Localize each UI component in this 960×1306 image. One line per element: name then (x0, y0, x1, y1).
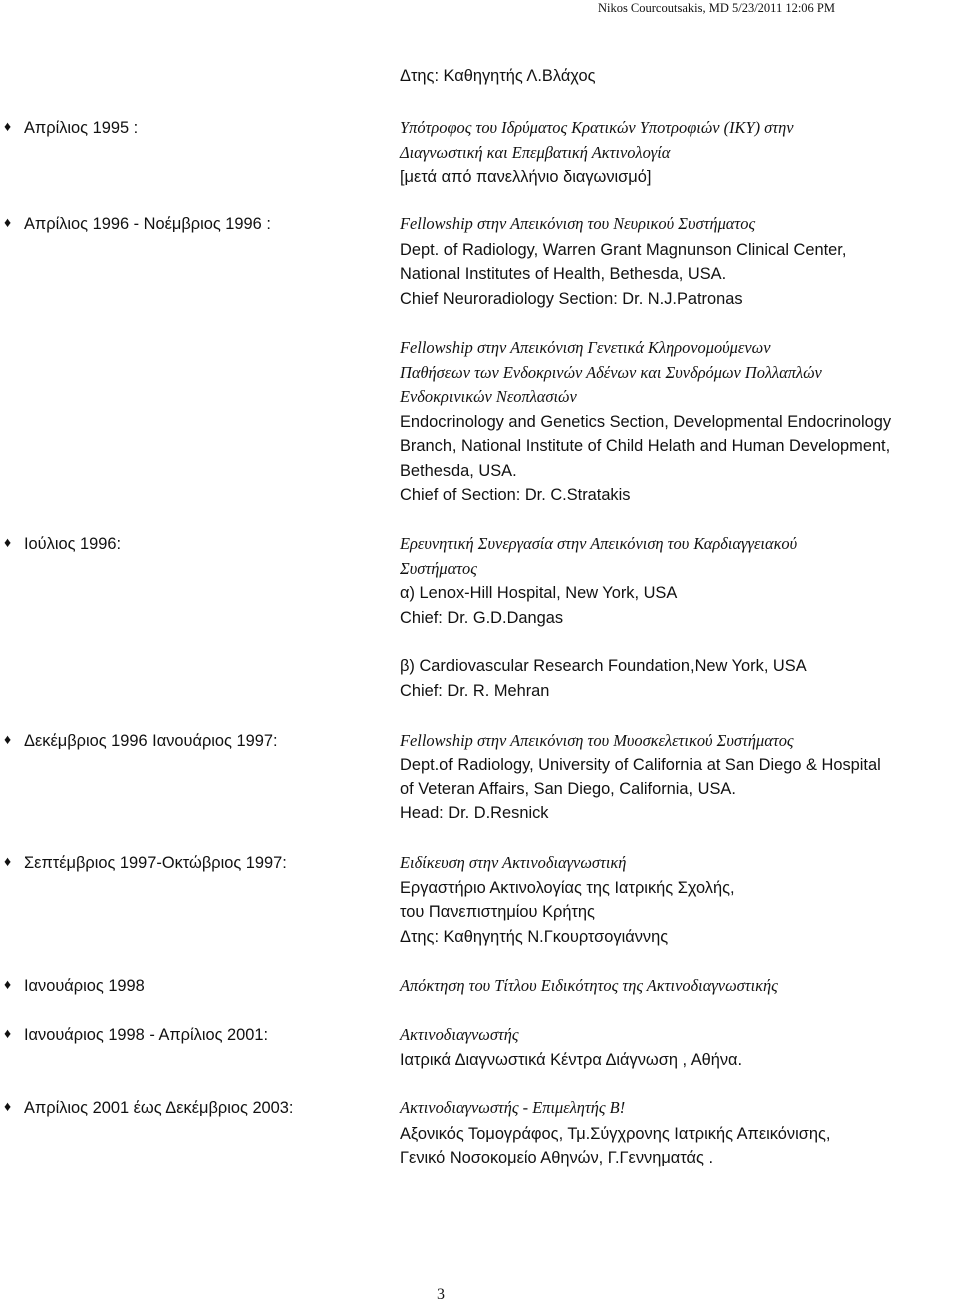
author-stamp: Nikos Courcoutsakis, MD 5/23/2011 12:06 PM (597, 1, 835, 15)
entry-line: Γενικό Νοσοκομείο Αθηνών, Γ.Γεννηματάς . (400, 1149, 714, 1167)
entry-date: Ιούλιος 1996: (24, 535, 122, 553)
page-number: 3 (437, 1286, 445, 1303)
entry-date: Δεκέμβριος 1996 Ιανουάριος 1997: (24, 732, 278, 750)
diamond-bullet-icon: ♦ (4, 978, 12, 993)
entry-date: Σεπτέμβριος 1997-Οκτώβριος 1997: (24, 854, 287, 872)
entry-line: Υπότροφος του Ιδρύματος Κρατικών Υποτροφιών (ΙΚΥ) στην (400, 118, 794, 137)
diamond-bullet-icon: ♦ (4, 216, 12, 231)
entry-line: Ακτινοδιαγνωστής (400, 1025, 519, 1044)
entry-line: Dept.of Radiology, University of California at San Diego & Hospital (400, 756, 881, 774)
entry-line: Bethesda, USA. (400, 462, 517, 480)
entry-line: Chief: Dr. G.D.Dangas (400, 609, 564, 627)
entry-line: β) Cardiovascular Research Foundation,New York, USA (400, 657, 807, 675)
diamond-bullet-icon: ♦ (4, 120, 12, 135)
entry-line: Ειδίκευση στην Ακτινοδιαγνωστική (400, 853, 627, 872)
entry-line: Branch, National Institute of Child Helath and Human Development, (400, 437, 891, 455)
entry-line: Chief of Section: Dr. C.Stratakis (400, 486, 631, 504)
entry-line: α) Lenox-Hill Hospital, New York, USA (400, 584, 678, 602)
entry-line: Endocrinology and Genetics Section, Developmental Endocrinology (400, 413, 892, 431)
entry-line: Ερευνητική Συνεργασία στην Απεικόνιση του Καρδιαγγειακού (400, 534, 798, 553)
entry-line: Συστήματος (400, 559, 477, 578)
entry-date: Ιανουάριος 1998 - Απρίλιος 2001: (24, 1026, 269, 1044)
entry-line: Fellowship στην Απεικόνιση του Μυοσκελετικού Συστήματος (400, 731, 794, 750)
entry-line: Ενδοκρινικών Νεοπλασιών (400, 387, 577, 406)
entry-line: Εργαστήριο Ακτινολογίας της Ιατρικής Σχολής, (400, 879, 735, 897)
entry-date: Απρίλιος 1995 : (24, 119, 139, 137)
diamond-bullet-icon: ♦ (4, 1027, 12, 1042)
entry-line: Αξονικός Τομογράφος, Τμ.Σύγχρονης Ιατρικής Απεικόνισης, (400, 1125, 831, 1143)
supervisor-line: Δτης: Καθηγητής Λ.Βλάχος (400, 67, 596, 85)
entry-line: Chief Neuroradiology Section: Dr. N.J.Patronas (400, 290, 743, 308)
entry-line: Chief: Dr. R. Mehran (400, 682, 550, 700)
entry-line: Fellowship στην Απεικόνιση Γενετικά Κληρονομούμενων (400, 338, 771, 357)
entry-date: Ιανουάριος 1998 (24, 977, 145, 995)
entry-line: [μετά από πανελλήνιο διαγωνισμό] (400, 168, 652, 186)
entry-line: Απόκτηση του Τίτλου Ειδικότητος της Ακτινοδιαγνωστικής (400, 976, 778, 995)
entry-line: του Πανεπιστημίου Κρήτης (400, 903, 595, 921)
entry-date: Απρίλιος 1996 - Νοέμβριος 1996 : (24, 215, 271, 233)
entry-line: Παθήσεων των Ενδοκρινών Αδένων και Συνδρόμων Πολλαπλών (400, 363, 822, 382)
entry-line: Ιατρικά Διαγνωστικά Κέντρα Διάγνωση , Αθήνα. (400, 1051, 743, 1069)
diamond-bullet-icon: ♦ (4, 733, 12, 748)
diamond-bullet-icon: ♦ (4, 536, 12, 551)
diamond-bullet-icon: ♦ (4, 1100, 12, 1115)
diamond-bullet-icon: ♦ (4, 855, 12, 870)
entry-line: Ακτινοδιαγνωστής - Επιμελητής Β! (400, 1098, 626, 1117)
entry-line: National Institutes of Health, Bethesda, USA. (400, 265, 727, 283)
entry-line: Διαγνωστική και Επεμβατική Ακτινολογία (400, 143, 671, 162)
entry-line: Dept. of Radiology, Warren Grant Magnunson Clinical Center, (400, 241, 847, 259)
entry-line: Head: Dr. D.Resnick (400, 804, 549, 822)
entry-line: of Veteran Affairs, San Diego, California, USA. (400, 780, 736, 798)
entry-line: Fellowship στην Απεικόνιση του Νευρικού Συστήματος (400, 214, 756, 233)
entry-line: Δτης: Καθηγητής Ν.Γκουρτσογιάννης (400, 928, 669, 946)
entry-date: Απρίλιος 2001 έως Δεκέμβριος 2003: (24, 1099, 294, 1117)
